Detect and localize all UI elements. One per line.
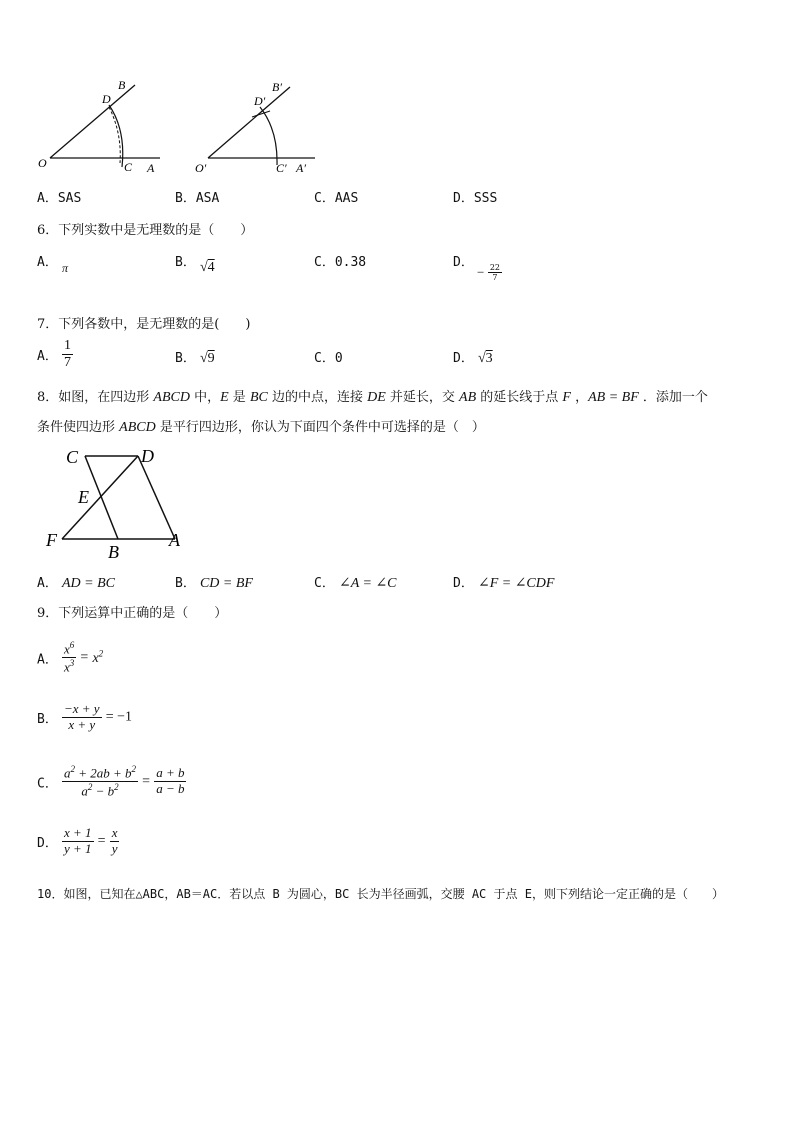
q10-stem: 10．如图，已知在△ABC，AB＝AC．若以点 B 为圆心，BC 长为半径画弧，交腰 AC 于点 E，则下列结论一定正确的是（ ） — [37, 887, 724, 901]
q6-option-b[interactable]: B． √4 — [175, 255, 215, 275]
fig8-B: B — [108, 542, 119, 562]
q5-option-c[interactable]: C．AAS — [314, 191, 359, 206]
q5-option-a[interactable]: A．SAS — [37, 191, 82, 206]
fig8-D: D — [141, 446, 154, 466]
q7-stem: 7．下列各数中，是无理数的是( ) — [37, 317, 251, 332]
q7-option-d[interactable]: D． √3 — [453, 351, 493, 366]
fig5-left-A: A — [147, 161, 155, 175]
q9-option-d[interactable]: D． $\frac{x + 1}{y + 1}$ = $\frac{x}{y}$ — [37, 825, 118, 856]
fig5-left-O: O — [38, 156, 47, 170]
q6-option-a[interactable]: A． π — [37, 255, 68, 275]
fraction: $\frac{x^6}{x^3}$ — [63, 640, 75, 675]
fig8-C: C — [66, 447, 79, 467]
q7-option-a[interactable]: A． $\frac{1}{7}$ — [37, 338, 71, 371]
q8-option-b[interactable]: B． CD = BF — [175, 576, 253, 591]
fraction: $\frac{1}{7}$ — [63, 338, 71, 371]
sqrt-symbol: √3 — [477, 351, 493, 366]
fig5-left-D: D — [102, 92, 111, 106]
q9-stem: 9．下列运算中正确的是（ ） — [37, 606, 228, 621]
q6-option-d-fraction: − $\frac{22}{7}$ — [477, 263, 501, 283]
q8-option-c[interactable]: C． ∠A = ∠C — [314, 576, 397, 591]
q9-option-c[interactable]: C． $\frac{a^2 + 2ab + b^2}{a^2 - b^2}$ = $\frac{a + b}{a - b}$ — [37, 764, 185, 799]
q6-stem: 6．下列实数中是无理数的是（ ） — [37, 223, 254, 238]
fig5-left-B: B — [118, 78, 126, 92]
fig8-E: E — [78, 487, 89, 507]
fig5-right-B: B′ — [272, 80, 282, 94]
q8-stem-line2: 条件使四边形 ABCD 是平行四边形，你认为下面四个条件中可选择的是（ ） — [37, 420, 485, 435]
fraction: $\frac{a + b}{a - b}$ — [156, 765, 185, 797]
q6-option-c[interactable]: C．0.38 — [314, 255, 367, 270]
q5-figure-left — [30, 75, 180, 180]
q5-figure-right — [190, 75, 330, 180]
fraction: $\frac{x}{y}$ — [111, 825, 118, 856]
fig8-A: A — [169, 530, 180, 550]
q8-stem-line1: 8．如图，在四边形 ABCD 中，E 是 BC 边的中点，连接 DE 并延长，交 AB 的延长线于点 F ，AB = BF ．添加一个 — [37, 390, 708, 405]
q7-option-c[interactable]: C．0 — [314, 351, 343, 366]
q9-option-b[interactable]: B． $\frac{-x + y}{x + y}$ = −1 — [37, 701, 132, 732]
fraction: $\frac{x + 1}{y + 1}$ — [63, 825, 92, 856]
fig5-right-A: A′ — [296, 161, 306, 175]
q9-option-a[interactable]: A． $\frac{x^6}{x^3}$ = $x^2$ — [37, 640, 104, 675]
fraction: $\frac{-x + y}{x + y}$ — [63, 701, 100, 732]
q8-option-d[interactable]: D． ∠F = ∠CDF — [453, 576, 555, 591]
fig8-F: F — [46, 530, 57, 550]
fraction: $\frac{a^2 + 2ab + b^2}{a^2 - b^2}$ — [63, 764, 137, 799]
fig5-right-O: O′ — [195, 161, 207, 175]
fig5-right-D: D′ — [254, 94, 266, 108]
q5-option-b[interactable]: B．ASA — [175, 191, 220, 206]
q6-option-d[interactable]: D． — [453, 255, 474, 270]
sqrt-symbol: √9 — [199, 351, 215, 366]
sqrt-symbol: √4 — [199, 260, 215, 275]
q8-option-a[interactable]: A． AD = BC — [37, 576, 115, 591]
q7-option-b[interactable]: B． √9 — [175, 351, 215, 366]
q8-figure — [40, 442, 200, 562]
fig5-right-C: C′ — [276, 161, 287, 175]
q5-option-d[interactable]: D．SSS — [453, 191, 498, 206]
fig5-left-C: C — [124, 160, 133, 174]
